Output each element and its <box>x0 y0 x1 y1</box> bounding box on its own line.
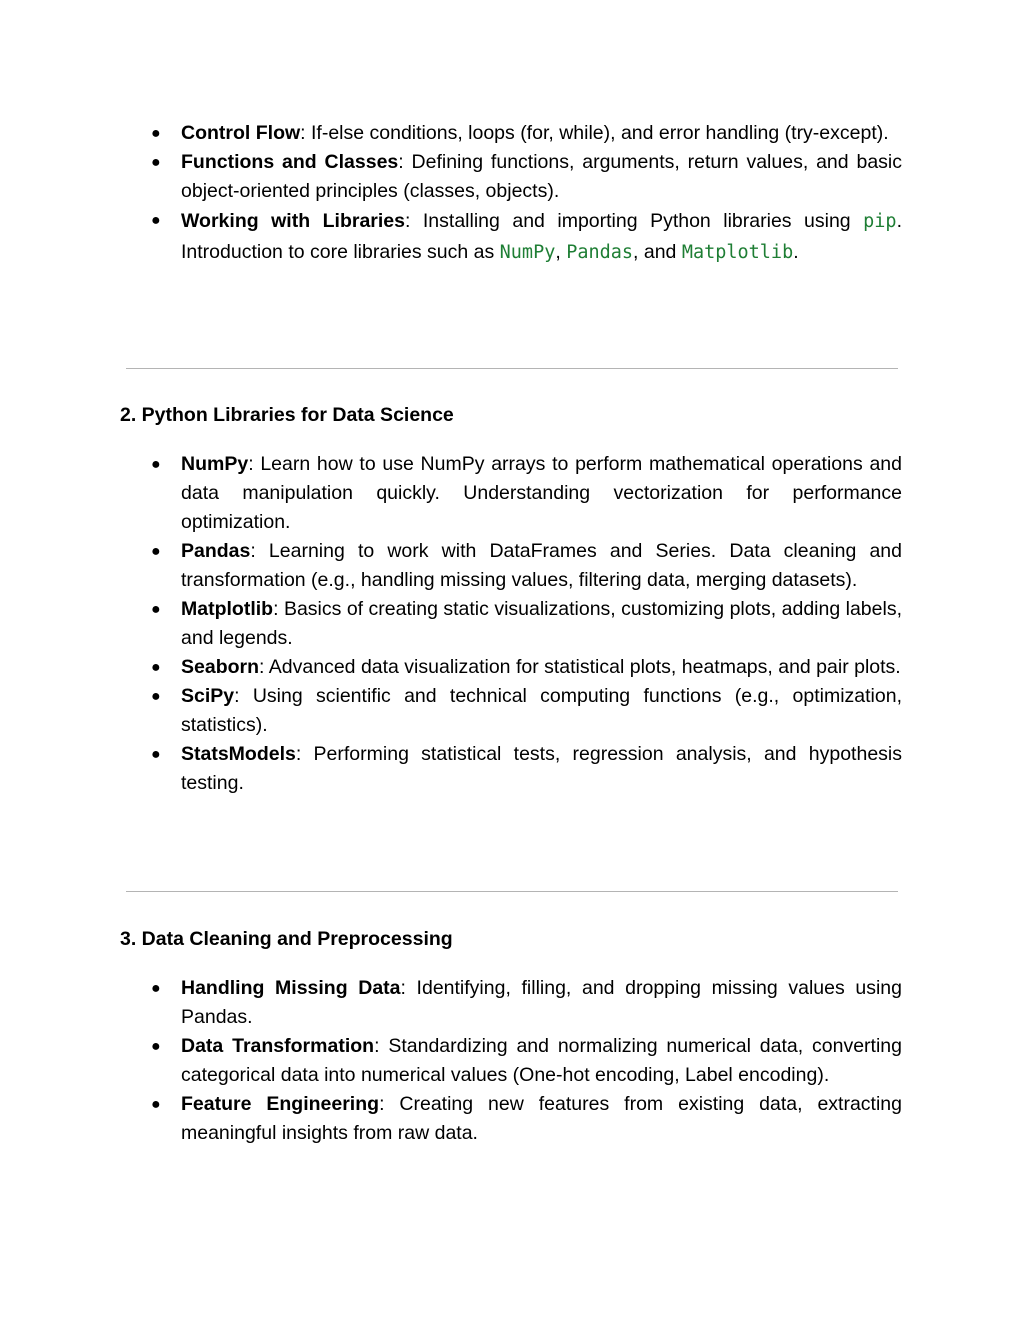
code-pip: pip <box>863 211 897 232</box>
list-item-matplotlib <box>120 595 902 653</box>
list-item-scipy <box>120 682 902 740</box>
list-item-text: : Advanced data visualization for statistical plots, heatmaps, and pair plots. <box>259 656 901 678</box>
data-cleaning-list <box>120 974 902 1148</box>
bullet-icon: ● <box>151 154 161 171</box>
bullet-icon: ● <box>151 543 161 560</box>
horizontal-divider <box>126 891 898 892</box>
separator-text: , <box>555 241 567 263</box>
list-item-text: : Learn how to use NumPy arrays to perform mathematical operations and data manipulation quickly. Understanding vectorization for performance optimization. <box>181 453 902 533</box>
list-item-text: : Installing and importing Python libraries using <box>404 210 864 232</box>
bullet-icon: ● <box>151 125 161 142</box>
list-item-numpy <box>120 450 902 537</box>
list-item-functions-classes <box>120 148 902 206</box>
bullet-icon: ● <box>151 212 161 229</box>
python-basics-list <box>120 119 902 268</box>
bullet-icon: ● <box>151 1038 161 1055</box>
list-item-statsmodels <box>120 740 902 798</box>
list-item-text: . <box>793 241 799 263</box>
list-item-term: Matplotlib <box>181 598 274 620</box>
bullet-icon: ● <box>151 601 161 618</box>
list-item-text: : Standardizing and normalizing numerical data, converting categorical data into numerical values (One-hot encoding, Label encoding). <box>181 1035 902 1086</box>
code-pandas: Pandas <box>566 242 634 263</box>
list-item-term: SciPy <box>181 685 235 707</box>
list-item-term: Functions and Classes <box>181 151 399 173</box>
list-item-text: : Using scientific and technical computing functions (e.g., optimization, statistics). <box>181 685 902 736</box>
list-item-text: : If-else conditions, loops (for, while), and error handling (try-except). <box>300 122 889 144</box>
list-item-text: : Defining functions, arguments, return values, and basic object-oriented principles (classes, objects). <box>181 151 902 202</box>
list-item-term: Pandas <box>181 540 251 562</box>
list-item-text: : Performing statistical tests, regression analysis, and hypothesis testing. <box>181 743 902 794</box>
bullet-icon: ● <box>151 456 161 473</box>
list-item-text: : Identifying, filling, and dropping missing values using Pandas. <box>181 977 902 1028</box>
list-item-text: : Learning to work with DataFrames and Series. Data cleaning and transformation (e.g., handling missing values, filtering data, merging datasets). <box>181 540 902 591</box>
bullet-icon: ● <box>151 688 161 705</box>
section-heading-libraries: 2. Python Libraries for Data Science <box>120 404 454 426</box>
bullet-icon: ● <box>151 980 161 997</box>
list-item-text: : Basics of creating static visualizations, customizing plots, adding labels, and legends. <box>181 598 902 649</box>
list-item-control-flow <box>120 119 902 148</box>
list-item-handling-missing-data <box>120 974 902 1032</box>
section-heading-data-cleaning: 3. Data Cleaning and Preprocessing <box>120 928 453 950</box>
code-matplotlib: Matplotlib <box>681 242 794 263</box>
list-item-seaborn <box>120 653 902 682</box>
code-numpy: NumPy <box>499 242 556 263</box>
separator-text: , and <box>633 241 682 263</box>
list-item-term: Data Transformation <box>181 1035 375 1057</box>
list-item-text: : Creating new features from existing data, extracting meaningful insights from raw data. <box>181 1093 902 1144</box>
list-item-term: Working with Libraries <box>181 210 405 232</box>
bullet-icon: ● <box>151 746 161 763</box>
list-item-term: StatsModels <box>181 743 296 765</box>
list-item-working-with-libraries <box>120 206 902 268</box>
list-item-pandas <box>120 537 902 595</box>
list-item-term: Control Flow <box>181 122 301 144</box>
bullet-icon: ● <box>151 1096 161 1113</box>
list-item-term: Feature Engineering <box>181 1093 380 1115</box>
list-item-term: NumPy <box>181 453 249 475</box>
list-item-feature-engineering <box>120 1090 902 1148</box>
horizontal-divider <box>126 368 898 369</box>
bullet-icon: ● <box>151 659 161 676</box>
list-item-text: . Introduction to core libraries such as <box>181 210 902 263</box>
list-item-term: Handling Missing Data <box>181 977 401 999</box>
libraries-list <box>120 450 902 798</box>
list-item-data-transformation <box>120 1032 902 1090</box>
list-item-term: Seaborn <box>181 656 260 678</box>
